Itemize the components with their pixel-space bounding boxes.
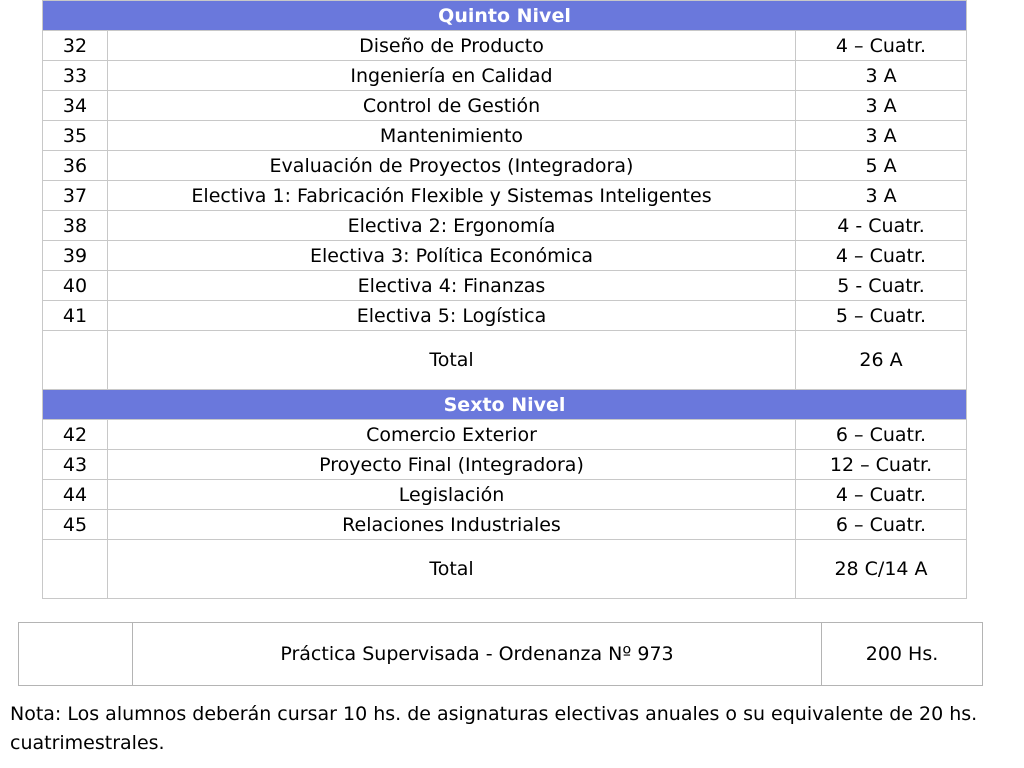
subject-number: 44 <box>43 480 108 510</box>
table-row <box>43 450 967 480</box>
subject-load: 5 - Cuatr. <box>796 271 967 301</box>
table-row <box>43 301 967 331</box>
subject-name: Ingeniería en Calidad <box>108 61 796 91</box>
table-row <box>43 151 967 181</box>
subject-name: Relaciones Industriales <box>108 510 796 540</box>
subject-load: 12 – Cuatr. <box>796 450 967 480</box>
subject-load: 3 A <box>796 61 967 91</box>
table-row <box>43 91 967 121</box>
total-label: Total <box>108 331 796 390</box>
section-title: Quinto Nivel <box>43 1 967 31</box>
subject-name: Electiva 3: Política Económica <box>108 241 796 271</box>
table-row <box>43 271 967 301</box>
subject-number: 41 <box>43 301 108 331</box>
section-header-row <box>43 1 967 31</box>
subject-load: 6 – Cuatr. <box>796 510 967 540</box>
table-row <box>43 420 967 450</box>
table-row <box>43 181 967 211</box>
subject-number: 43 <box>43 450 108 480</box>
subject-name: Electiva 2: Ergonomía <box>108 211 796 241</box>
subject-number: 36 <box>43 151 108 181</box>
subject-number: 42 <box>43 420 108 450</box>
table-row <box>43 211 967 241</box>
section-header-row <box>43 390 967 420</box>
subject-name: Evaluación de Proyectos (Integradora) <box>108 151 796 181</box>
subject-number: 37 <box>43 181 108 211</box>
section-title: Sexto Nivel <box>43 390 967 420</box>
subject-load: 3 A <box>796 121 967 151</box>
curriculum-table <box>42 0 967 599</box>
table-row <box>43 121 967 151</box>
subject-name: Electiva 4: Finanzas <box>108 271 796 301</box>
practice-hours: 200 Hs. <box>822 623 983 686</box>
subject-load: 6 – Cuatr. <box>796 420 967 450</box>
table-row <box>43 61 967 91</box>
total-value: 28 C/14 A <box>796 540 967 599</box>
subject-load: 3 A <box>796 91 967 121</box>
subject-name: Comercio Exterior <box>108 420 796 450</box>
table-row <box>43 510 967 540</box>
total-row <box>43 331 967 390</box>
note-text: Nota: Los alumnos deberán cursar 10 hs. de asignaturas electivas anuales o su equivalente de 20 hs. cuatrimestrales. <box>10 703 978 754</box>
subject-name: Electiva 5: Logística <box>108 301 796 331</box>
subject-name: Mantenimiento <box>108 121 796 151</box>
subject-number: 32 <box>43 31 108 61</box>
subject-number: 38 <box>43 211 108 241</box>
table-row <box>43 241 967 271</box>
subject-name: Control de Gestión <box>108 91 796 121</box>
subject-number: 40 <box>43 271 108 301</box>
total-empty-cell <box>43 331 108 390</box>
subject-number: 33 <box>43 61 108 91</box>
practice-label: Práctica Supervisada - Ordenanza Nº 973 <box>133 623 822 686</box>
subject-load: 3 A <box>796 181 967 211</box>
subject-load: 4 – Cuatr. <box>796 31 967 61</box>
total-empty-cell <box>43 540 108 599</box>
table-row <box>43 31 967 61</box>
subject-load: 5 – Cuatr. <box>796 301 967 331</box>
subject-name: Proyecto Final (Integradora) <box>108 450 796 480</box>
subject-number: 34 <box>43 91 108 121</box>
practice-table <box>18 622 983 686</box>
subject-number: 35 <box>43 121 108 151</box>
total-value: 26 A <box>796 331 967 390</box>
subject-number: 39 <box>43 241 108 271</box>
subject-name: Diseño de Producto <box>108 31 796 61</box>
table-row <box>43 480 967 510</box>
total-label: Total <box>108 540 796 599</box>
subject-load: 4 – Cuatr. <box>796 241 967 271</box>
total-row <box>43 540 967 599</box>
subject-number: 45 <box>43 510 108 540</box>
subject-load: 5 A <box>796 151 967 181</box>
subject-name: Legislación <box>108 480 796 510</box>
subject-load: 4 - Cuatr. <box>796 211 967 241</box>
subject-name: Electiva 1: Fabricación Flexible y Sistemas Inteligentes <box>108 181 796 211</box>
practice-empty-cell <box>19 623 133 686</box>
subject-load: 4 – Cuatr. <box>796 480 967 510</box>
practice-row <box>19 623 983 686</box>
